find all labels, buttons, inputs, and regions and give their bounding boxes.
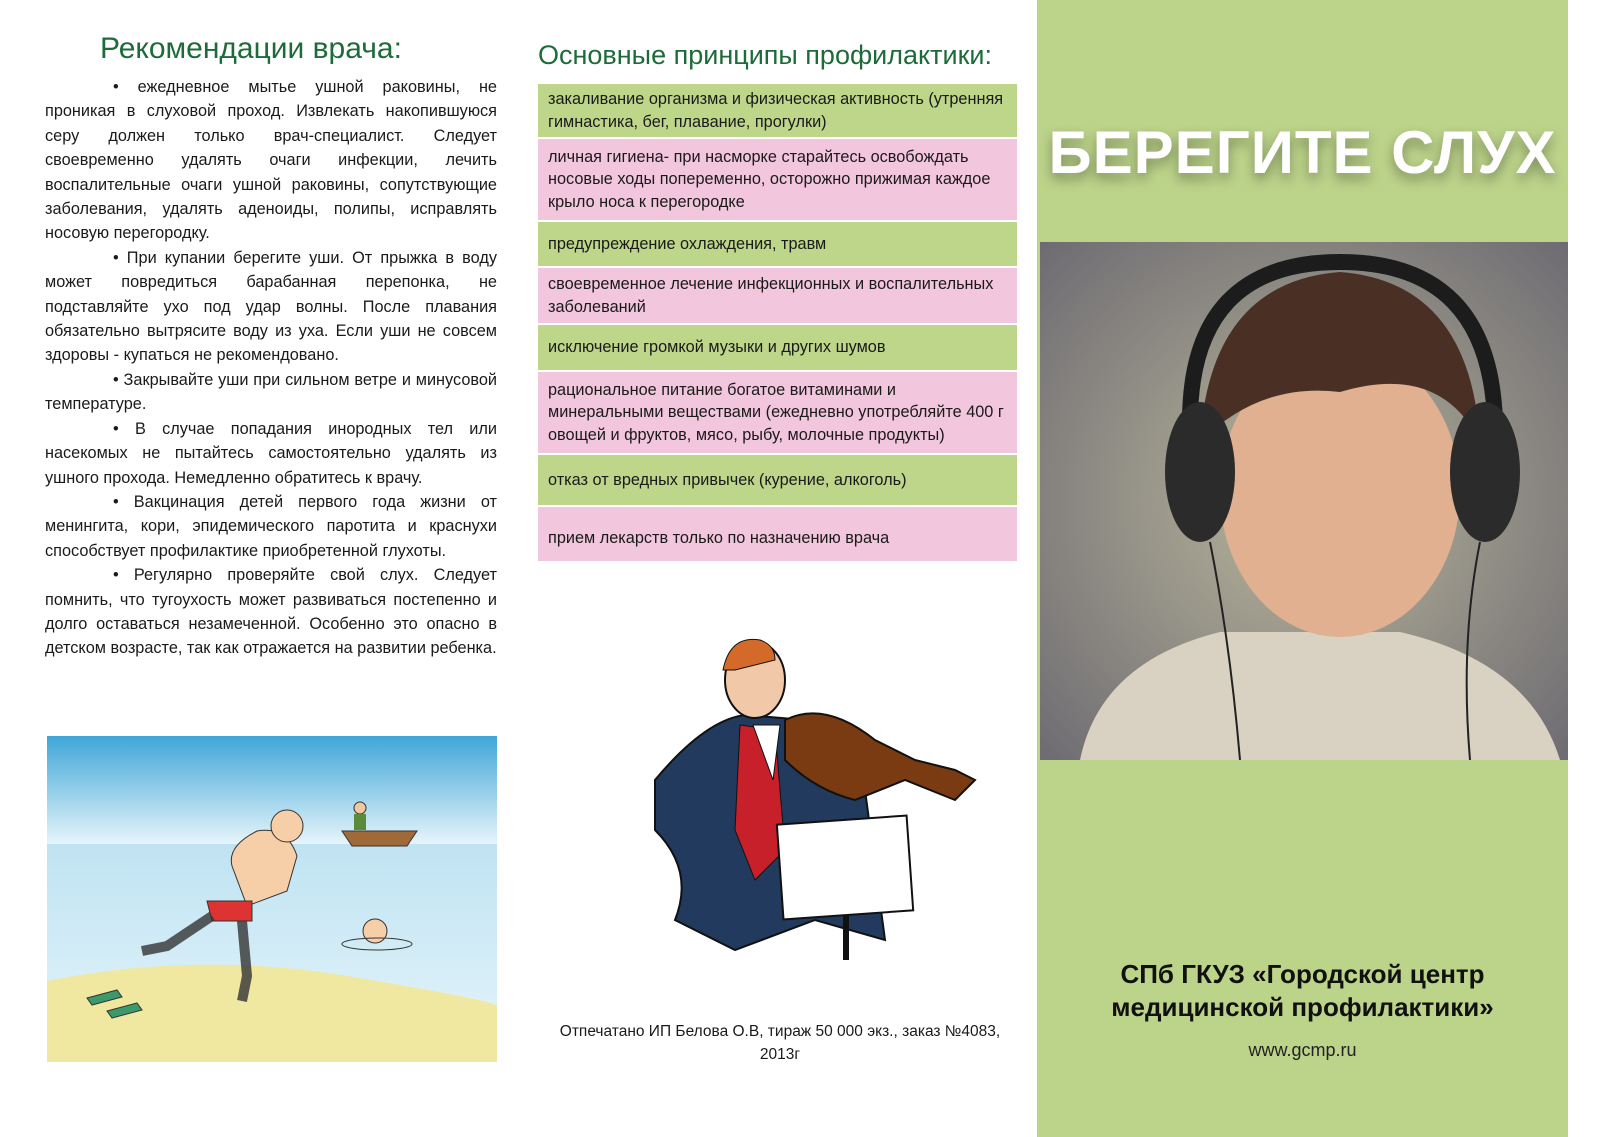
principle-row: исключение громкой музыки и других шумов	[538, 325, 1017, 370]
principle-row: прием лекарств только по назначению врача	[538, 507, 1017, 561]
violinist-illustration	[615, 630, 990, 965]
cover-title: БЕРЕГИТЕ СЛУХ	[1048, 119, 1557, 186]
organization-name: СПб ГКУЗ «Городской центр медицинской профилактики»	[1111, 959, 1494, 1022]
paragraph: • Регулярно проверяйте свой слух. Следует помнить, что тугоухость может развиваться постепенно и долго оставаться незамеченной. Особенно это опасно в детском возрасте, так как отражается на развитии ребенка.	[45, 566, 497, 658]
principle-row: рациональное питание богатое витаминами и минеральными веществами (ежедневно употребляйте 400 г овощей и фруктов, мясо, рыбу, молочные продукты)	[538, 372, 1017, 453]
recommendations-title: Рекомендации врача:	[100, 32, 402, 65]
paragraph: • В случае попадания инородных тел или насекомых не пытайтесь самостоятельно удалять из ушного прохода. Немедленно обратитесь к врачу.	[45, 419, 497, 487]
recommendations-text	[45, 75, 497, 661]
boy-with-headphones-photo	[1040, 242, 1568, 760]
principle-row: личная гигиена- при насморке старайтесь освобождать носовые ходы попеременно, осторожно прижимая каждое крыло носа к перегородке	[538, 139, 1017, 220]
principle-row: закаливание организма и физическая активность (утренняя гимнастика, бег, плавание, прогулки)	[538, 84, 1017, 137]
paragraph: • ежедневное мытье ушной раковины, не проникая в слуховой проход. Извлекать накопившуюся серу должен только врач-специалист. Следует своевременно удалять очаги инфекции, лечить воспалительные очаги ушной раковины, сопутствующие заболевания, удалять аденоиды, полипы, исправлять носовую перегородку.	[45, 78, 497, 243]
beach-illustration	[47, 736, 497, 1062]
principle-row: отказ от вредных привычек (курение, алкоголь)	[538, 455, 1017, 505]
paragraph: • Вакцинация детей первого года жизни от менингита, кори, эпидемического паротита и краснухи способствует профилактике приобретенной глухоты.	[45, 492, 497, 560]
paragraph: • При купании берегите уши. От прыжка в воду может повредиться барабанная перепонка, не подставляйте ухо под удар волны. После плавания обязательно вытрясите воду из уха. Если уши не совсем здоровы - купаться не рекомендовано.	[45, 248, 497, 365]
principle-row: предупреждение охлаждения, травм	[538, 222, 1017, 266]
imprint-text: Отпечатано ИП Белова О.В, тираж 50 000 экз., заказ №4083, 2013г	[559, 1023, 1001, 1063]
principle-row: своевременное лечение инфекционных и воспалительных заболеваний	[538, 268, 1017, 323]
website-link[interactable]: www.gcmp.ru	[1248, 1040, 1357, 1060]
principles-title: Основные принципы профилактики:	[538, 40, 992, 70]
paragraph: • Закрывайте уши при сильном ветре и минусовой температуре.	[45, 370, 497, 414]
